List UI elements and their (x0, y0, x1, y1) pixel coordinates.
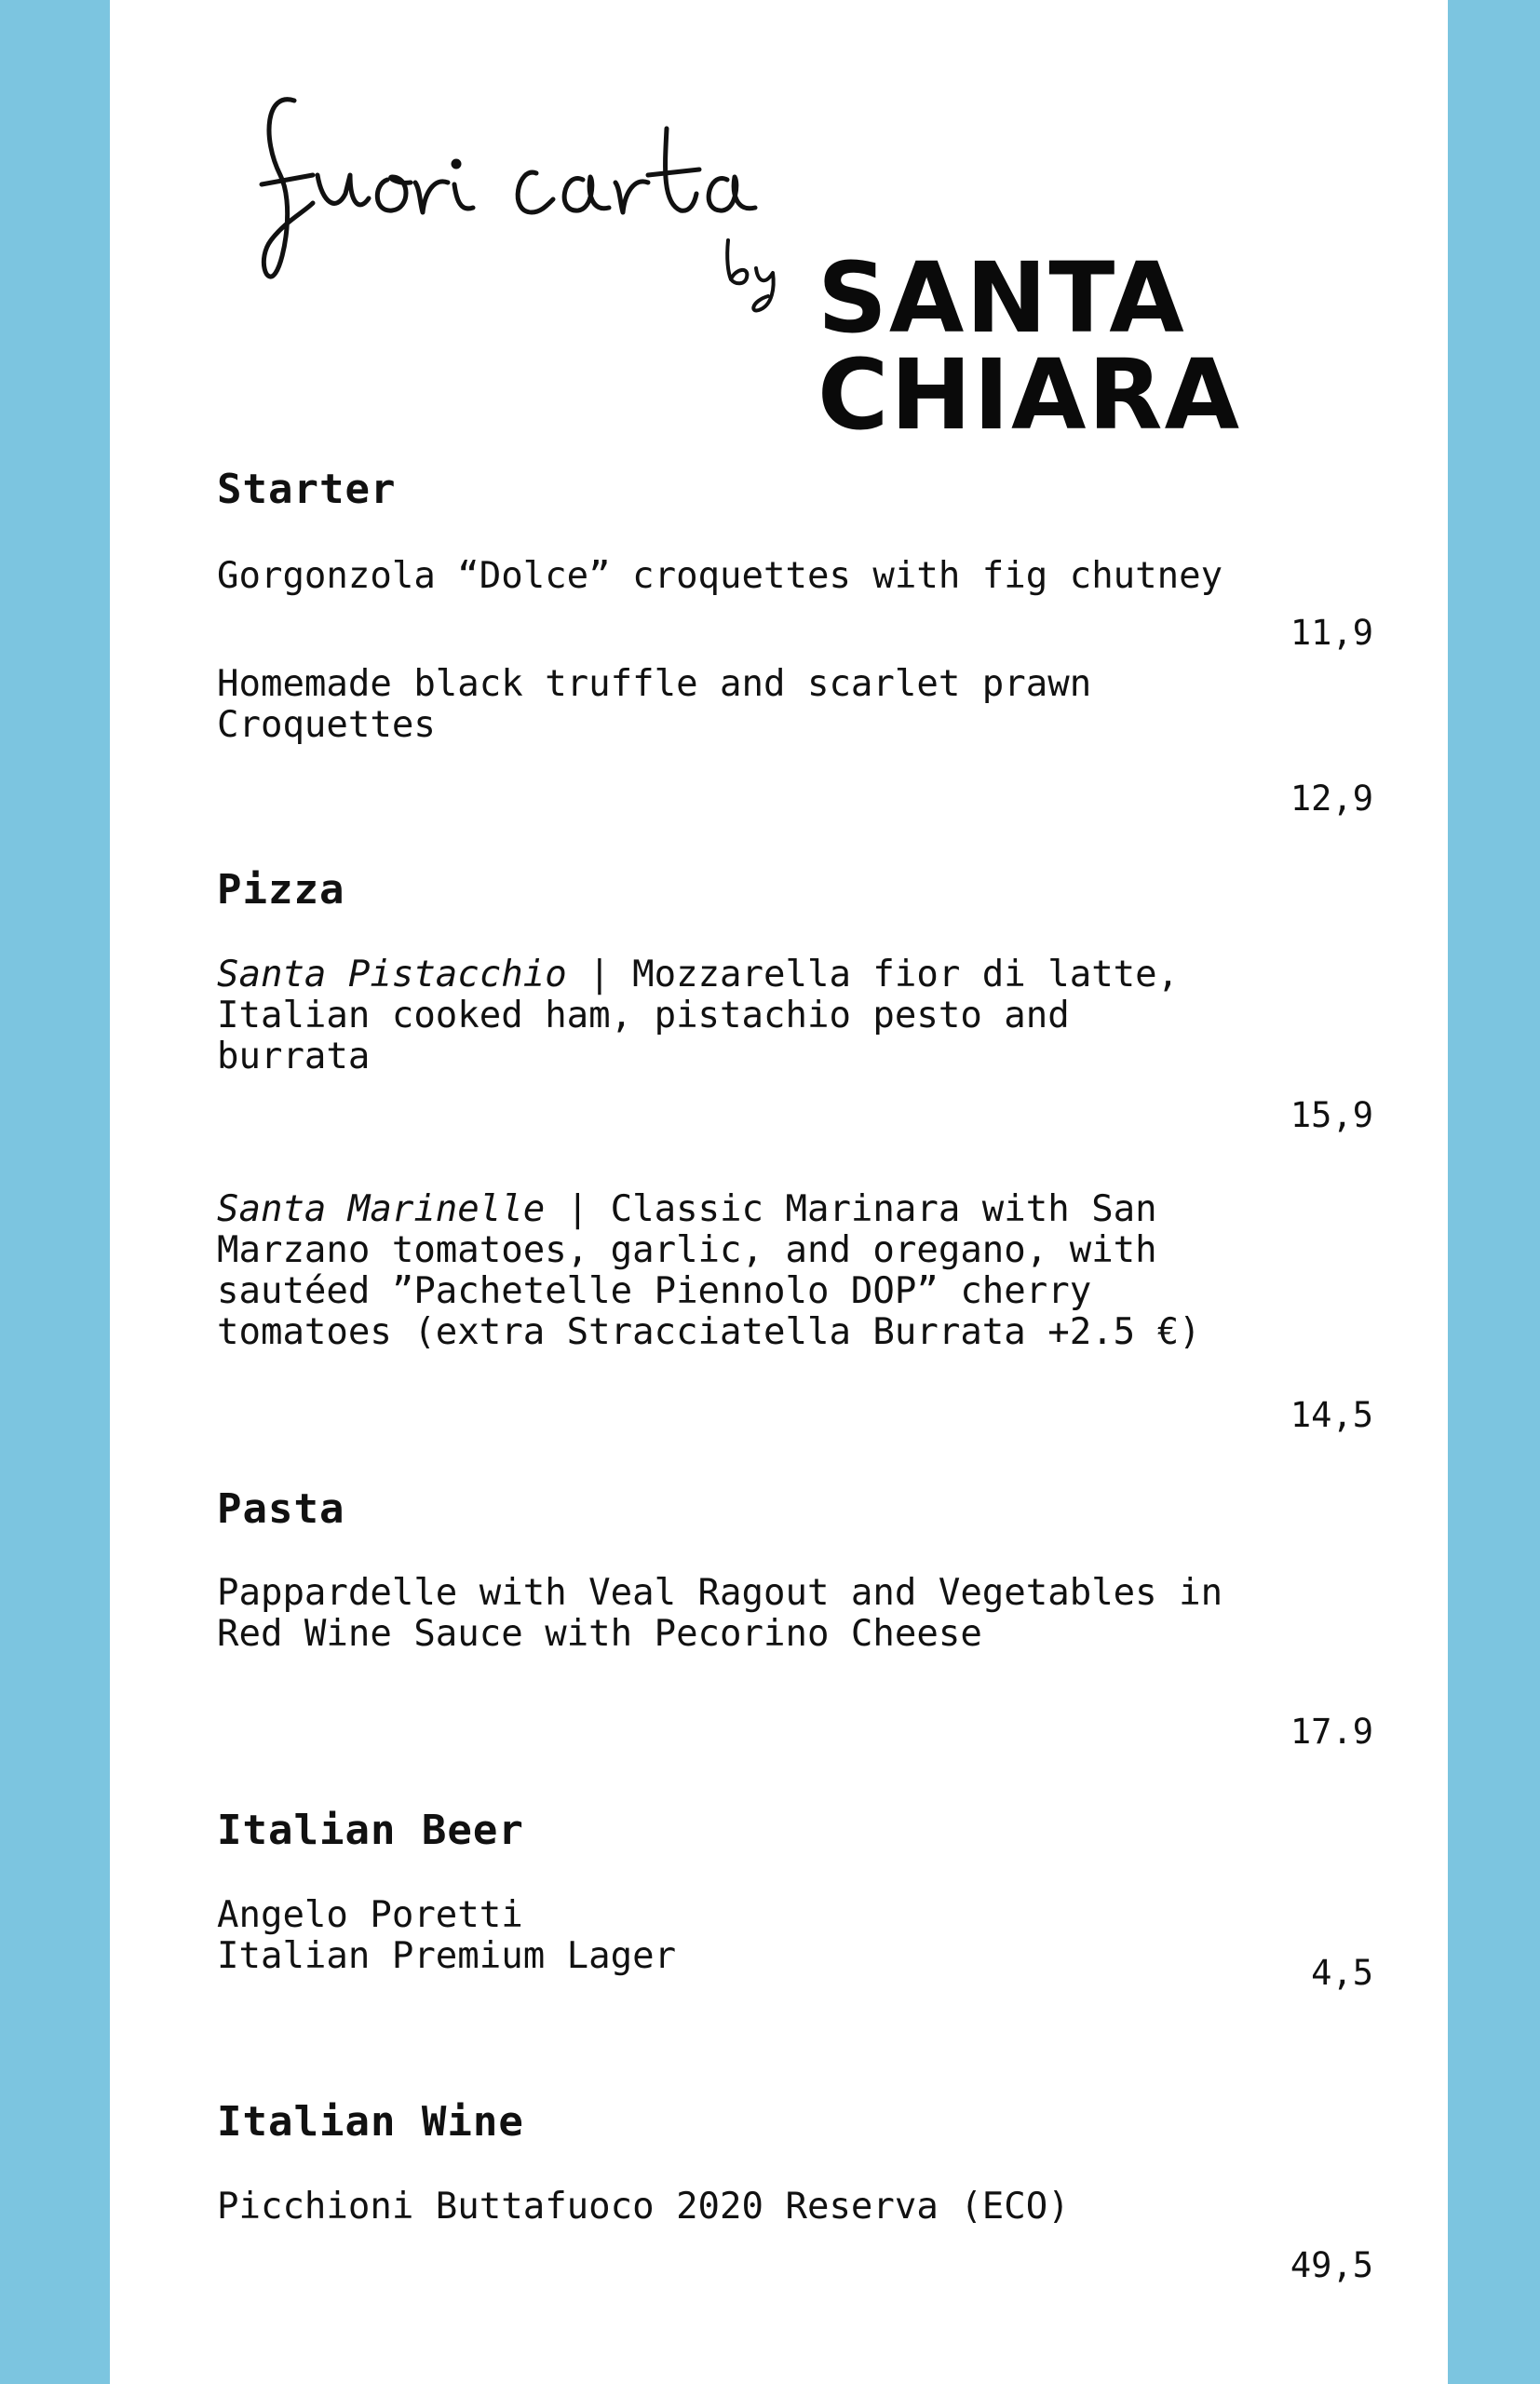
menu-item-price: 14,5 (1290, 1395, 1373, 1435)
section-heading-italian-beer: Italian Beer (217, 1807, 524, 1854)
left-blue-band (0, 0, 110, 2384)
brand-line-santa: SANTA (817, 241, 1186, 355)
section-heading-pasta: Pasta (217, 1485, 345, 1533)
menu-item-desc: Pappardelle with Veal Ragout and Vegetables in Red Wine Sauce with Pecorino Cheese (217, 1572, 1223, 1655)
menu-item-price: 15,9 (1290, 1095, 1373, 1135)
menu-item-price: 12,9 (1290, 779, 1373, 819)
menu-item-desc (217, 955, 1269, 1077)
pizza-ingredients: | Mozzarella fior di latte, Italian cooked ham, pistachio pesto and burrata (217, 954, 1180, 1077)
pizza-name: Santa Marinelle (217, 1188, 546, 1230)
menu-item-desc: Picchioni Buttafuoco 2020 Reserva (ECO) (217, 2186, 1070, 2228)
menu-item-desc: Homemade black truffle and scarlet prawn Croquettes (217, 663, 1092, 746)
menu-item-desc: Angelo Poretti Italian Premium Lager (217, 1894, 677, 1977)
menu-item-price: 4,5 (1311, 1953, 1373, 1993)
section-heading-starter: Starter (217, 466, 397, 513)
menu-item-price: 17.9 (1290, 1712, 1373, 1752)
right-blue-band (1448, 0, 1540, 2384)
section-heading-pizza: Pizza (217, 866, 345, 914)
menu-item-desc: Gorgonzola “Dolce” croquettes with fig chutney (217, 555, 1223, 597)
pizza-ingredients: | Classic Marinara with San Marzano tomatoes, garlic, and oregano, with sautéed ”Pachetelle Piennolo DOP” cherry tomatoes (extra Stracciatella Burrata +2.5 €) (217, 1188, 1201, 1353)
by-script-logo (717, 231, 801, 315)
menu-item-desc (217, 1189, 1269, 1353)
menu-item-price: 11,9 (1290, 613, 1373, 653)
santa-chiara-brand-logo (817, 241, 1242, 452)
pizza-name: Santa Pistacchio (217, 954, 567, 996)
menu-item-price: 49,5 (1290, 2245, 1373, 2285)
section-heading-italian-wine: Italian Wine (217, 2098, 524, 2146)
brand-line-chiara: CHIARA (817, 338, 1242, 452)
